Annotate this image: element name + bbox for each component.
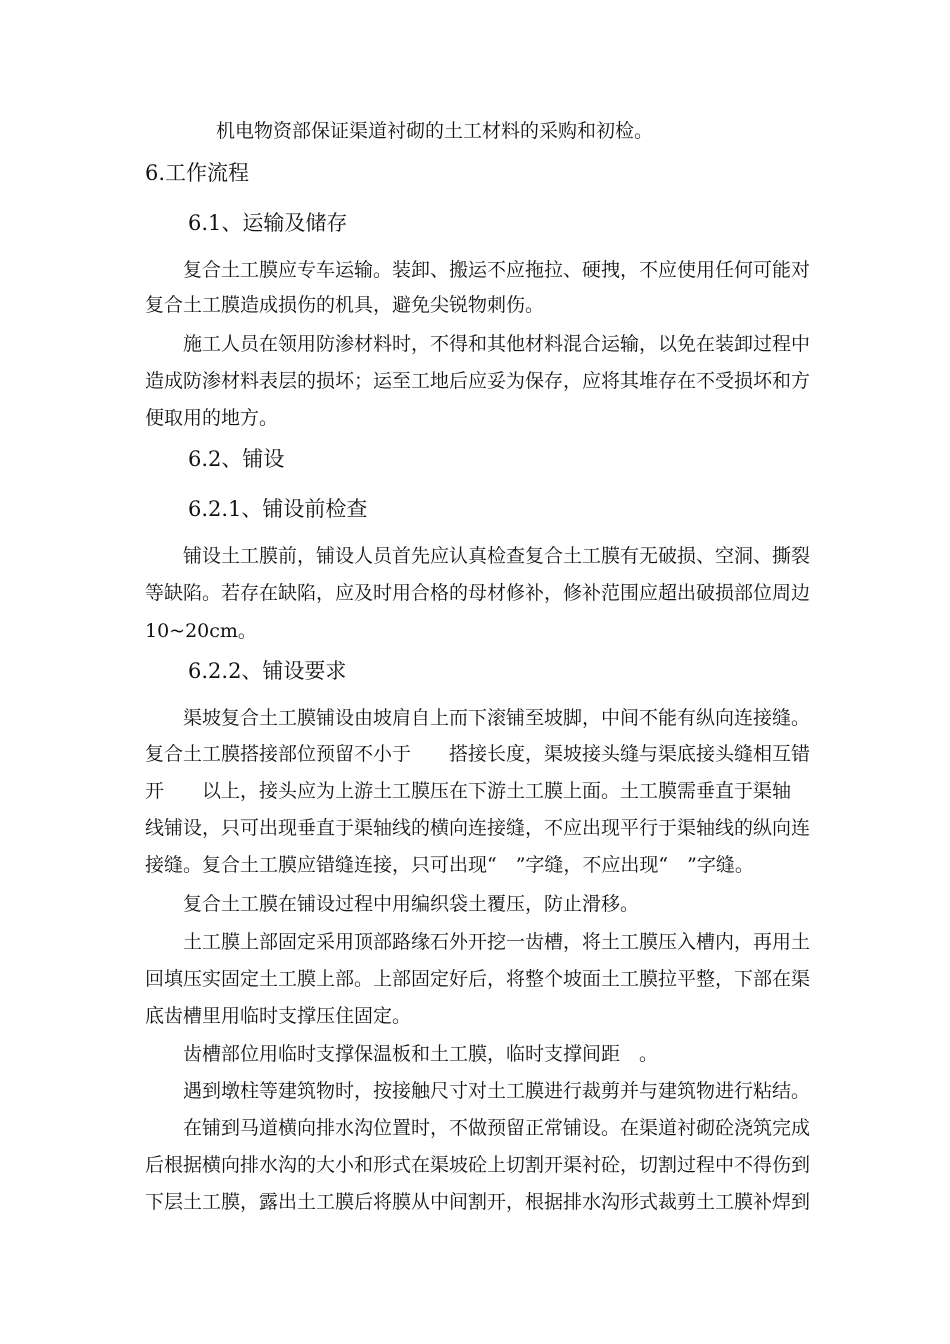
paragraph-line: 后根据横向排水沟的大小和形式在渠坡砼上切割开渠衬砼，切割过程中不得伤到	[145, 1154, 811, 1176]
paragraph-line: 便取用的地方。	[145, 407, 279, 429]
paragraph-line: 造成防渗材料表层的损坏；运至工地后应妥为保存，应将其堆存在不受损坏和方	[145, 370, 811, 392]
paragraph-line: 开 以上，接头应为上游土工膜压在下游土工膜上面。土工膜需垂直于渠轴	[145, 780, 792, 802]
section-heading-6-2-1: 6.2.1、铺设前检查	[188, 497, 368, 521]
paragraph-line: 渠坡复合土工膜铺设由坡肩自上而下滚铺至坡脚，中间不能有纵向连接缝。	[183, 707, 811, 729]
paragraph-line: 施工人员在领用防渗材料时，不得和其他材料混合运输，以免在装卸过程中	[183, 333, 811, 355]
paragraph-line: 线铺设，只可出现垂直于渠轴线的横向连接缝，不应出现平行于渠轴线的纵向连	[145, 817, 811, 839]
paragraph-line: 10~20cm。	[145, 620, 257, 642]
section-heading-6-2: 6.2、铺设	[188, 447, 285, 471]
paragraph-line: 回填压实固定土工膜上部。上部固定好后，将整个坡面土工膜拉平整，下部在渠	[145, 968, 811, 990]
section-heading-6-1: 6.1、运输及储存	[188, 211, 348, 235]
paragraph-line: 铺设土工膜前，铺设人员首先应认真检查复合土工膜有无破损、空洞、撕裂	[183, 545, 811, 567]
paragraph-line: 复合土工膜造成损伤的机具，避免尖锐物刺伤。	[145, 294, 545, 316]
paragraph-line: 土工膜上部固定采用顶部路缘石外开挖一齿槽，将土工膜压入槽内，再用土	[183, 931, 811, 953]
paragraph-line: 复合土工膜在铺设过程中用编织袋土覆压，防止滑移。	[183, 893, 640, 915]
paragraph-line: 在铺到马道横向排水沟位置时，不做预留正常铺设。在渠道衬砌砼浇筑完成	[183, 1117, 811, 1139]
intro-line: 机电物资部保证渠道衬砌的土工材料的采购和初检。	[216, 120, 654, 142]
paragraph-line: 齿槽部位用临时支撑保温板和土工膜，临时支撑间距 。	[183, 1043, 659, 1065]
section-heading-6-2-2: 6.2.2、铺设要求	[188, 659, 347, 683]
paragraph-line: 遇到墩柱等建筑物时，按接触尺寸对土工膜进行裁剪并与建筑物进行粘结。	[183, 1080, 811, 1102]
paragraph-line: 复合土工膜搭接部位预留不小于 搭接长度，渠坡接头缝与渠底接头缝相互错	[145, 743, 811, 765]
paragraph-line: 接缝。复合土工膜应错缝连接，只可出现“ ”字缝，不应出现“ ”字缝。	[145, 854, 754, 876]
paragraph-line: 底齿槽里用临时支撑压住固定。	[145, 1005, 412, 1027]
paragraph-line: 复合土工膜应专车运输。装卸、搬运不应拖拉、硬拽，不应使用任何可能对	[183, 259, 811, 281]
paragraph-line: 下层土工膜，露出土工膜后将膜从中间割开，根据排水沟形式裁剪土工膜补焊到	[145, 1191, 811, 1213]
section-heading-6: 6.工作流程	[145, 161, 250, 185]
paragraph-line: 等缺陷。若存在缺陷，应及时用合格的母材修补，修补范围应超出破损部位周边	[145, 582, 811, 604]
